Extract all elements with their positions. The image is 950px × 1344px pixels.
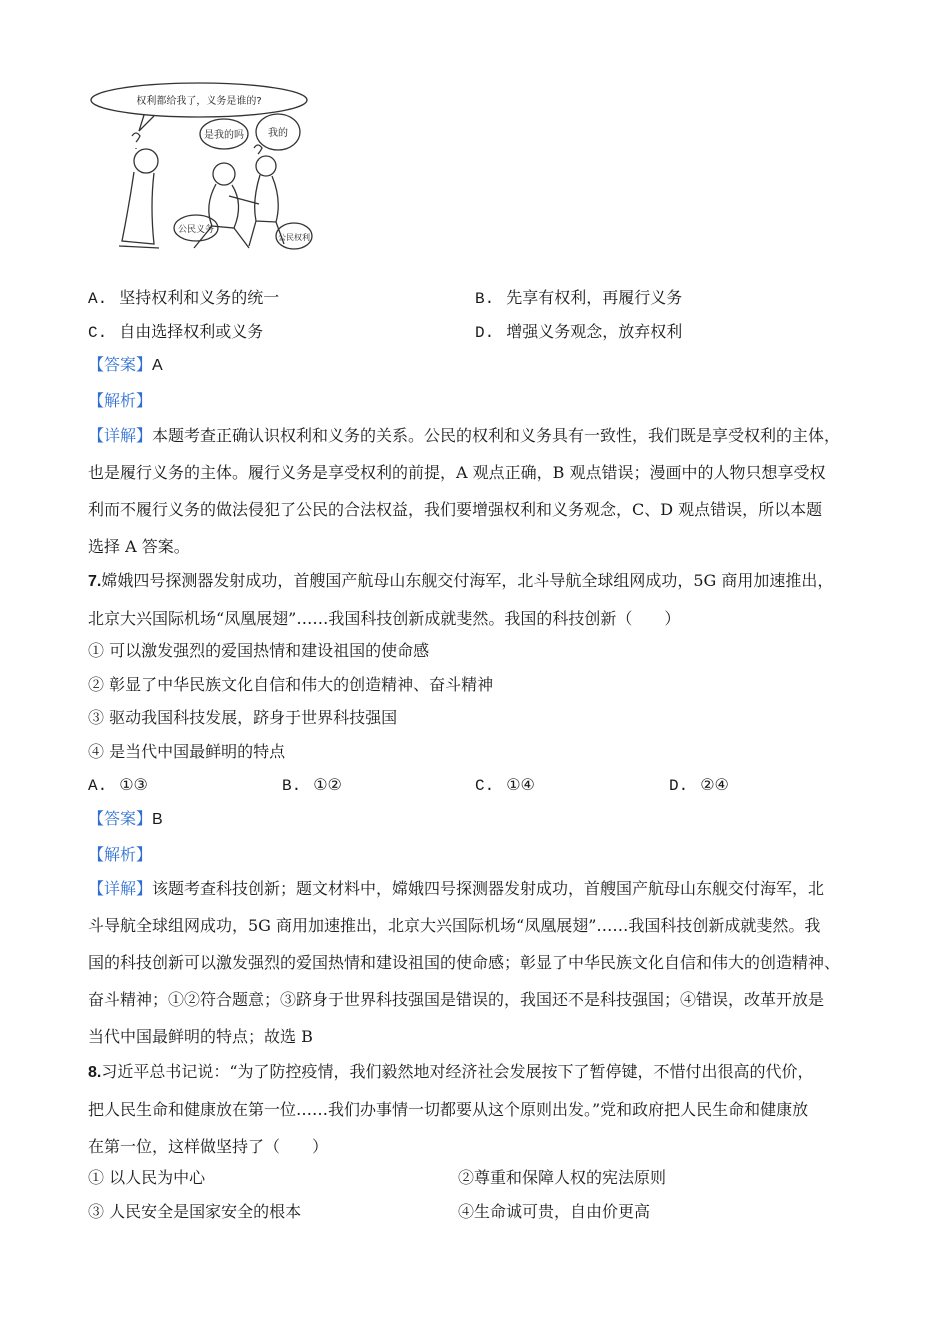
q6-option-b <box>475 288 682 309</box>
answer-value: A <box>152 357 163 374</box>
answer-tag: 【答案】 <box>88 355 153 374</box>
stem-line <box>88 1053 878 1091</box>
detail-line <box>88 417 878 454</box>
option-label: B. <box>475 290 495 308</box>
detail-line: 也是履行义务的主体。履行义务是享受权利的前提，A 观点正确，B 观点错误；漫画中的人物只想享受权 <box>88 463 826 482</box>
cartoon-illustration <box>84 76 314 261</box>
option-text: ①④ <box>506 775 535 794</box>
option-text: ②④ <box>700 775 729 794</box>
q7-statement-4: ④ 是当代中国最鲜明的特点 <box>88 742 286 761</box>
q8-statement-3: ③ 人民安全是国家安全的根本 <box>88 1202 302 1221</box>
cartoon-sign-left-text: 公民义务 <box>177 225 215 235</box>
cartoon-sign-right-text: 公民权利 <box>278 233 310 242</box>
option-label: C. <box>88 324 108 342</box>
q8-statement-1: ① 以人民为中心 <box>88 1168 206 1187</box>
option-text: 增强义务观念，放弃权利 <box>506 322 683 341</box>
stem-line: 北京大兴国际机场“凤凰展翅”……我国科技创新成就斐然。我国的科技创新（ ） <box>88 609 681 628</box>
detail-line: 国的科技创新可以激发强烈的爱国热情和建设祖国的使命感；彰显了中华民族文化自信和伟大的创造精神、 <box>88 953 841 972</box>
q7-option-d <box>669 775 729 796</box>
question-number: 7. <box>88 573 102 590</box>
option-text: 先享有权利，再履行义务 <box>506 288 683 307</box>
detail-text: 该题考查科技创新；题文材料中，嫦娥四号探测器发射成功，首艘国产航母山东舰交付海军，北 <box>152 879 825 898</box>
option-text: 自由选择权利或义务 <box>119 322 264 341</box>
answer-value: B <box>152 811 163 828</box>
q7-option-b <box>282 775 342 796</box>
detail-line: 奋斗精神；①②符合题意；③跻身于世界科技强国是错误的，我国还不是科技强国；④错误，改革开放是 <box>88 990 825 1009</box>
q7-statement-2: ② 彰显了中华民族文化自信和伟大的创造精神、奋斗精神 <box>88 675 494 694</box>
detail-line: 选择 A 答案。 <box>88 537 190 556</box>
q8-statement-2: ②尊重和保障人权的宪法原则 <box>458 1168 667 1187</box>
stem-line: 把人民生命和健康放在第一位……我们办事情一切都要从这个原则出发。”党和政府把人民生命和健康放 <box>88 1100 809 1119</box>
option-label: B. <box>282 777 302 795</box>
q6-analysis-tag <box>88 391 152 411</box>
q6-option-d <box>475 322 682 343</box>
option-label: D. <box>669 777 689 795</box>
q7-option-c <box>475 775 535 796</box>
q6-option-a <box>88 288 279 309</box>
detail-tag: 【详解】 <box>88 426 153 445</box>
stem-line <box>88 562 878 600</box>
q7-answer <box>88 809 163 830</box>
detail-tag: 【详解】 <box>88 879 153 898</box>
cartoon-bubble-left-text: 是我的吗 <box>204 130 244 141</box>
answer-tag: 【答案】 <box>88 809 153 828</box>
detail-line: 利而不履行义务的做法侵犯了公民的合法权益，我们要增强权利和义务观念，C、D 观点错误，所以本题 <box>88 500 823 519</box>
q7-statement-1: ① 可以激发强烈的爱国热情和建设祖国的使命感 <box>88 641 430 660</box>
stem-text: 习近平总书记说：“为了防控疫情，我们毅然地对经济社会发展按下了暂停键，不惜付出很高的代价， <box>101 1062 814 1081</box>
detail-line <box>88 870 878 907</box>
q7-statement-3: ③ 驱动我国科技发展，跻身于世界科技强国 <box>88 708 398 727</box>
q7-analysis-tag <box>88 845 152 865</box>
option-label: C. <box>475 777 495 795</box>
q8-stem <box>88 1053 878 1165</box>
q7-option-a <box>88 775 148 796</box>
q7-stem <box>88 562 878 637</box>
cartoon-bubble-right-text: 我的 <box>268 128 288 139</box>
option-text: ①② <box>313 775 342 794</box>
q8-statement-4: ④生命诚可贵，自由价更高 <box>458 1202 651 1221</box>
stem-text: 嫦娥四号探测器发射成功，首艘国产航母山东舰交付海军，北斗导航全球组网成功，5G 商用加速推出， <box>101 571 834 590</box>
analysis-tag: 【解析】 <box>88 845 153 864</box>
option-label: A. <box>88 290 108 308</box>
q6-option-c <box>88 322 263 343</box>
stem-line: 在第一位，这样做坚持了（ ） <box>88 1137 329 1156</box>
q6-answer <box>88 355 163 376</box>
question-number: 8. <box>88 1064 102 1081</box>
detail-line: 当代中国最鲜明的特点；故选 B <box>88 1027 313 1046</box>
cartoon-speech-text: 权利都给我了，义务是谁的? <box>136 96 262 107</box>
analysis-tag: 【解析】 <box>88 391 153 410</box>
option-text: ①③ <box>119 775 148 794</box>
detail-line: 斗导航全球组网成功，5G 商用加速推出，北京大兴国际机场“凤凰展翅”……我国科技创新成就斐然。我 <box>88 916 821 935</box>
option-label: D. <box>475 324 495 342</box>
q7-detail <box>88 870 878 1055</box>
option-label: A. <box>88 777 108 795</box>
q6-detail <box>88 417 878 565</box>
detail-text: 本题考查正确认识权利和义务的关系。公民的权利和义务具有一致性，我们既是享受权利的主体， <box>152 426 841 445</box>
option-text: 坚持权利和义务的统一 <box>119 288 280 307</box>
